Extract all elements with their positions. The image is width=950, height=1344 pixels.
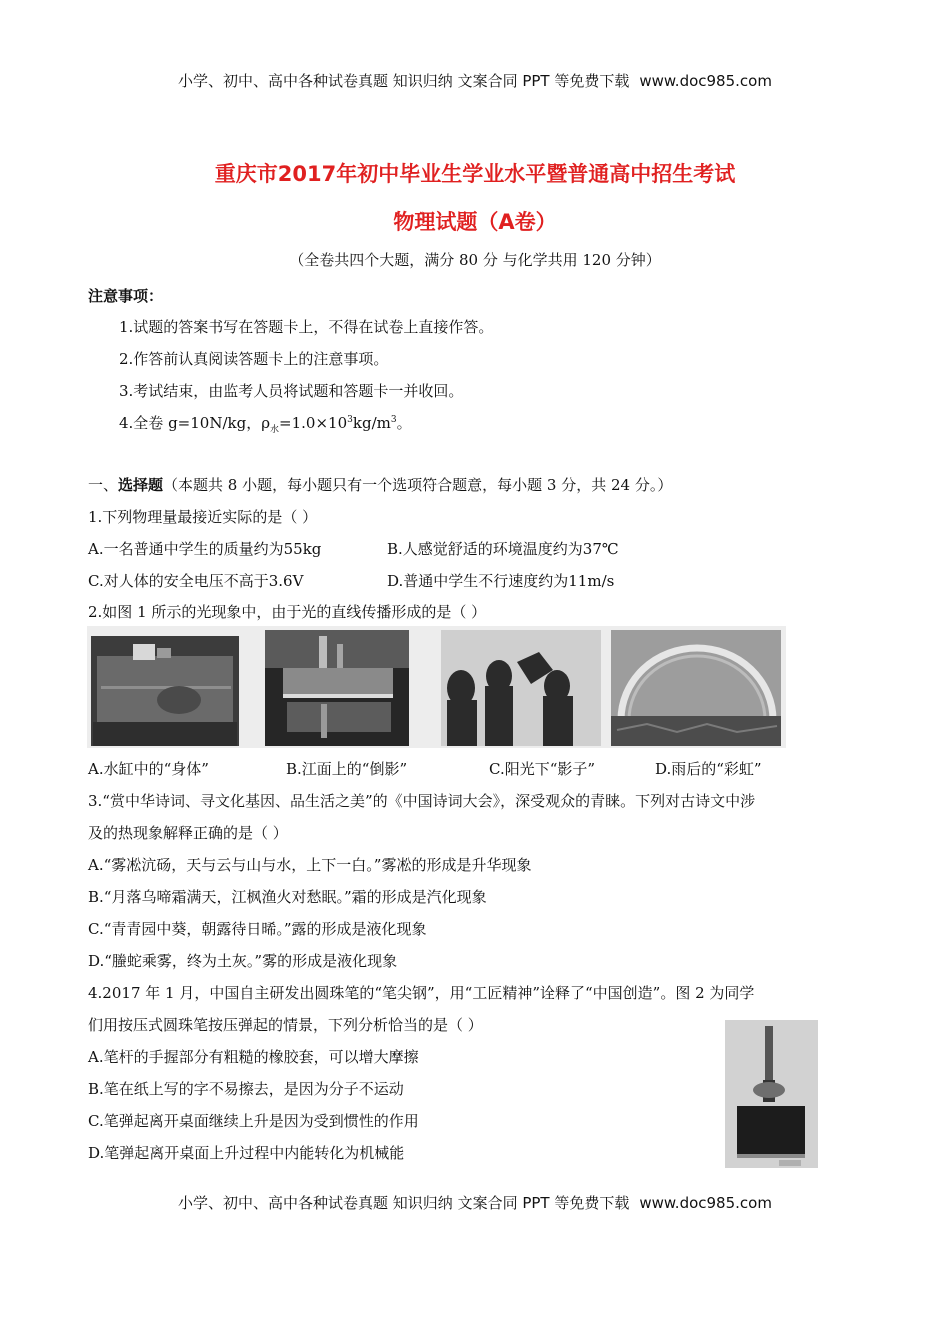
note-item-1: 1.试题的答案书写在答题卡上，不得在试卷上直接作答。 — [119, 318, 494, 336]
note-item-3: 3.考试结束，由监考人员将试题和答题卡一并收回。 — [119, 382, 464, 400]
q4-option-c: C.笔弹起离开桌面继续上升是因为受到惯性的作用 — [88, 1112, 419, 1130]
note4-unit: kg/m — [352, 414, 391, 432]
q3-stem-line-1: 3.“赏中华诗词、寻文化基因、品生活之美”的《中国诗词大会》，深受观众的青睐。下列对古诗文中涉 — [88, 792, 756, 810]
q3-stem-line-2: 及的热现象解释正确的是（ ） — [88, 824, 288, 842]
q1-option-b: B.人感觉舒适的环境温度约为37℃ — [387, 540, 619, 558]
figure-1-photo-strip — [87, 626, 786, 748]
figure-1-panel-d — [611, 630, 781, 746]
q1-option-a: A.一名普通中学生的质量约为55kg — [88, 540, 322, 558]
q2-option-a: A.水缸中的“身体” — [88, 760, 209, 778]
q4-option-a: A.笔杆的手握部分有粗糙的橡胶套，可以增大摩擦 — [88, 1048, 419, 1066]
q3-option-d: D.“螣蛇乘雾，终为土灰。”雾的形成是液化现象 — [88, 952, 398, 970]
note4-sup2: 3 — [390, 415, 397, 425]
note4-end: 。 — [396, 414, 412, 432]
page-header — [0, 70, 950, 91]
header-text: 小学、初中、高中各种试卷真题 知识归纳 文案合同 PPT 等免费下载 — [178, 72, 630, 90]
header-url[interactable]: www.doc985.com — [639, 72, 772, 90]
note4-pre: 4.全卷 g=10N/kg，ρ — [119, 414, 271, 432]
section1-desc: （本题共 8 小题，每小题只有一个选项符合题意，每小题 3 分，共 24 分。） — [163, 476, 673, 494]
note-item-2: 2.作答前认真阅读答题卡上的注意事项。 — [119, 350, 389, 368]
q2-option-c: C.阳光下“影子” — [489, 760, 596, 778]
q1-option-d: D.普通中学生不行速度约为11m/s — [387, 572, 615, 590]
q1-option-c: C.对人体的安全电压不高于3.6V — [88, 572, 304, 590]
figure-2-pen-photo — [725, 1020, 818, 1168]
notes-heading: 注意事项： — [88, 287, 164, 305]
exam-title: 重庆市2017年初中毕业生学业水平暨普通高中招生考试 — [214, 162, 736, 186]
figure-1-panel-b — [265, 630, 409, 746]
q4-stem-line-1: 4.2017 年 1 月，中国自主研发出圆珠笔的“笔尖钢”，用“工匠精神”诠释了“中国创造”。图 2 为同学 — [88, 984, 755, 1002]
section1-heading — [88, 474, 672, 495]
section1-label: 一、 — [88, 476, 119, 494]
exam-info: （全卷共四个大题，满分 80 分 与化学共用 120 分钟） — [289, 251, 661, 269]
page-footer — [0, 1192, 950, 1213]
figure-1-panel-c — [441, 630, 601, 746]
exam-subtitle: 物理试题（A卷） — [393, 210, 557, 234]
note-item-4 — [119, 412, 412, 435]
q4-option-d: D.笔弹起离开桌面上升过程中内能转化为机械能 — [88, 1144, 405, 1162]
q2-option-d: D.雨后的“彩虹” — [655, 760, 762, 778]
footer-text: 小学、初中、高中各种试卷真题 知识归纳 文案合同 PPT 等免费下载 — [178, 1194, 630, 1212]
q2-option-b: B.江面上的“倒影” — [286, 760, 408, 778]
q4-option-b: B.笔在纸上写的字不易擦去，是因为分子不运动 — [88, 1080, 404, 1098]
footer-url[interactable]: www.doc985.com — [639, 1194, 772, 1212]
q2-stem: 2.如图 1 所示的光现象中，由于光的直线传播形成的是（ ） — [88, 603, 487, 621]
figure-2-svg — [725, 1020, 818, 1168]
figure-1-panel-a — [91, 636, 239, 746]
q3-option-c: C.“青青园中葵，朝露待日晞。”露的形成是液化现象 — [88, 920, 427, 938]
q3-option-a: A.“雾凇沆砀，天与云与山与水，上下一白。”雾凇的形成是升华现象 — [88, 856, 532, 874]
q1-stem: 1.下列物理量最接近实际的是（ ） — [88, 508, 318, 526]
section1-name: 选择题 — [118, 476, 164, 494]
note4-mid: =1.0×10 — [279, 414, 348, 432]
figure-1-svg — [87, 626, 786, 748]
q4-stem-line-2: 们用按压式圆珠笔按压弹起的情景，下列分析恰当的是（ ） — [88, 1016, 483, 1034]
q3-option-b: B.“月落乌啼霜满天，江枫渔火对愁眠。”霜的形成是汽化现象 — [88, 888, 487, 906]
note4-sub: 水 — [270, 425, 280, 435]
note4-sup1: 3 — [347, 415, 353, 425]
